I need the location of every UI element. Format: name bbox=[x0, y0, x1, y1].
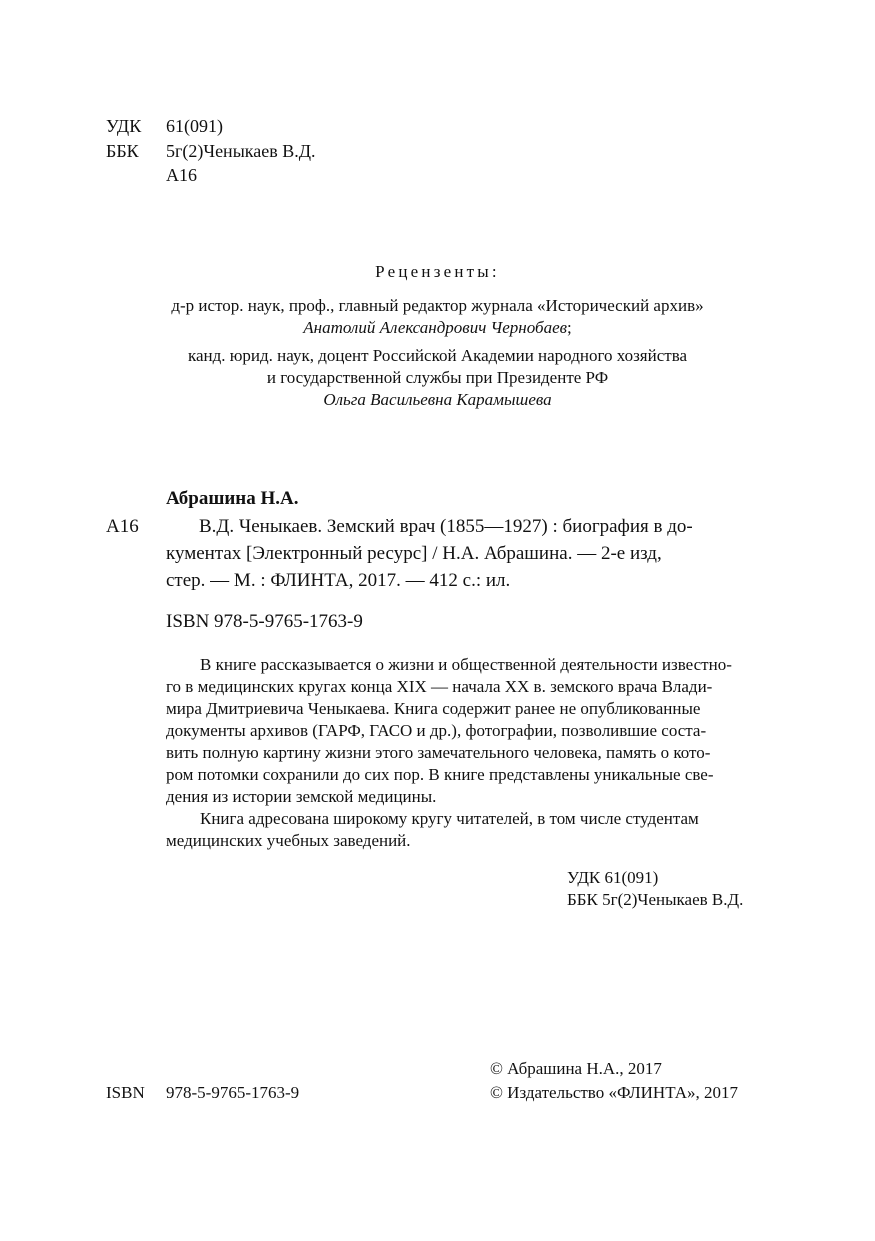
footer-isbn-label: ISBN bbox=[106, 1083, 145, 1102]
bbk-label: ББК bbox=[106, 141, 139, 161]
copyright-author: © Абрашина Н.А., 2017 bbox=[490, 1059, 662, 1078]
reviewers-heading: Рецензенты: bbox=[375, 262, 500, 281]
annotation-line: вить полную картину жизни этого замечательного человека, память о кото- bbox=[166, 743, 711, 762]
bbk-value: 5г(2)Ченыкаев В.Д. bbox=[166, 141, 316, 161]
reviewer-1-name-suffix: ; bbox=[567, 318, 572, 337]
udk-value: 61(091) bbox=[166, 116, 223, 136]
reviewer-1-name-line bbox=[0, 318, 875, 338]
bbk-bottom: ББК 5г(2)Ченыкаев В.Д. bbox=[567, 890, 744, 909]
annotation-line: дения из истории земской медицины. bbox=[166, 787, 437, 806]
reviewer-1-name: Анатолий Александрович Чернобаев bbox=[303, 318, 567, 337]
annotation-line: документы архивов (ГАРФ, ГАСО и др.), фотографии, позволившие соста- bbox=[166, 721, 707, 740]
annotation-line: медицинских учебных заведений. bbox=[166, 831, 411, 850]
annotation-line: В книге рассказывается о жизни и общественной деятельности известно- bbox=[200, 655, 732, 674]
record-line-2: кументах [Электронный ресурс] / Н.А. Абрашина. — 2-е изд, bbox=[166, 543, 662, 564]
annotation-line: мира Дмитриевича Ченыкаева. Книга содержит ранее не опубликованные bbox=[166, 699, 701, 718]
udk-bottom: УДК 61(091) bbox=[567, 868, 659, 887]
copyright-publisher: © Издательство «ФЛИНТА», 2017 bbox=[490, 1083, 739, 1102]
annotation-line: ром потомки сохранили до сих пор. В книге представлены уникальные све- bbox=[166, 765, 714, 784]
record-line-3: стер. — М. : ФЛИНТА, 2017. — 412 с.: ил. bbox=[166, 570, 511, 591]
reviewer-2-credentials-line2: и государственной службы при Президенте РФ bbox=[266, 368, 609, 387]
reviewer-1-credentials: д-р истор. наук, проф., главный редактор журнала «Исторический архив» bbox=[171, 296, 704, 315]
record-isbn: ISBN 978-5-9765-1763-9 bbox=[166, 611, 363, 632]
record-line-1: В.Д. Ченыкаев. Земский врач (1855—1927) : биография в до- bbox=[199, 516, 693, 537]
reviewer-2-credentials-line1: канд. юрид. наук, доцент Российской Академии народного хозяйства bbox=[187, 346, 688, 365]
annotation-line: го в медицинских кругах конца XIX — начала XX в. земского врача Влади- bbox=[166, 677, 713, 696]
annotation-line: Книга адресована широкому кругу читателей, в том числе студентам bbox=[200, 809, 699, 828]
author-sign: А16 bbox=[166, 165, 197, 185]
record-author: Абрашина Н.А. bbox=[166, 488, 299, 509]
record-sign: А16 bbox=[106, 516, 139, 537]
footer-isbn-value: 978-5-9765-1763-9 bbox=[166, 1083, 300, 1102]
reviewer-2-name: Ольга Васильевна Карамышева bbox=[323, 390, 552, 409]
udk-label: УДК bbox=[106, 116, 142, 136]
